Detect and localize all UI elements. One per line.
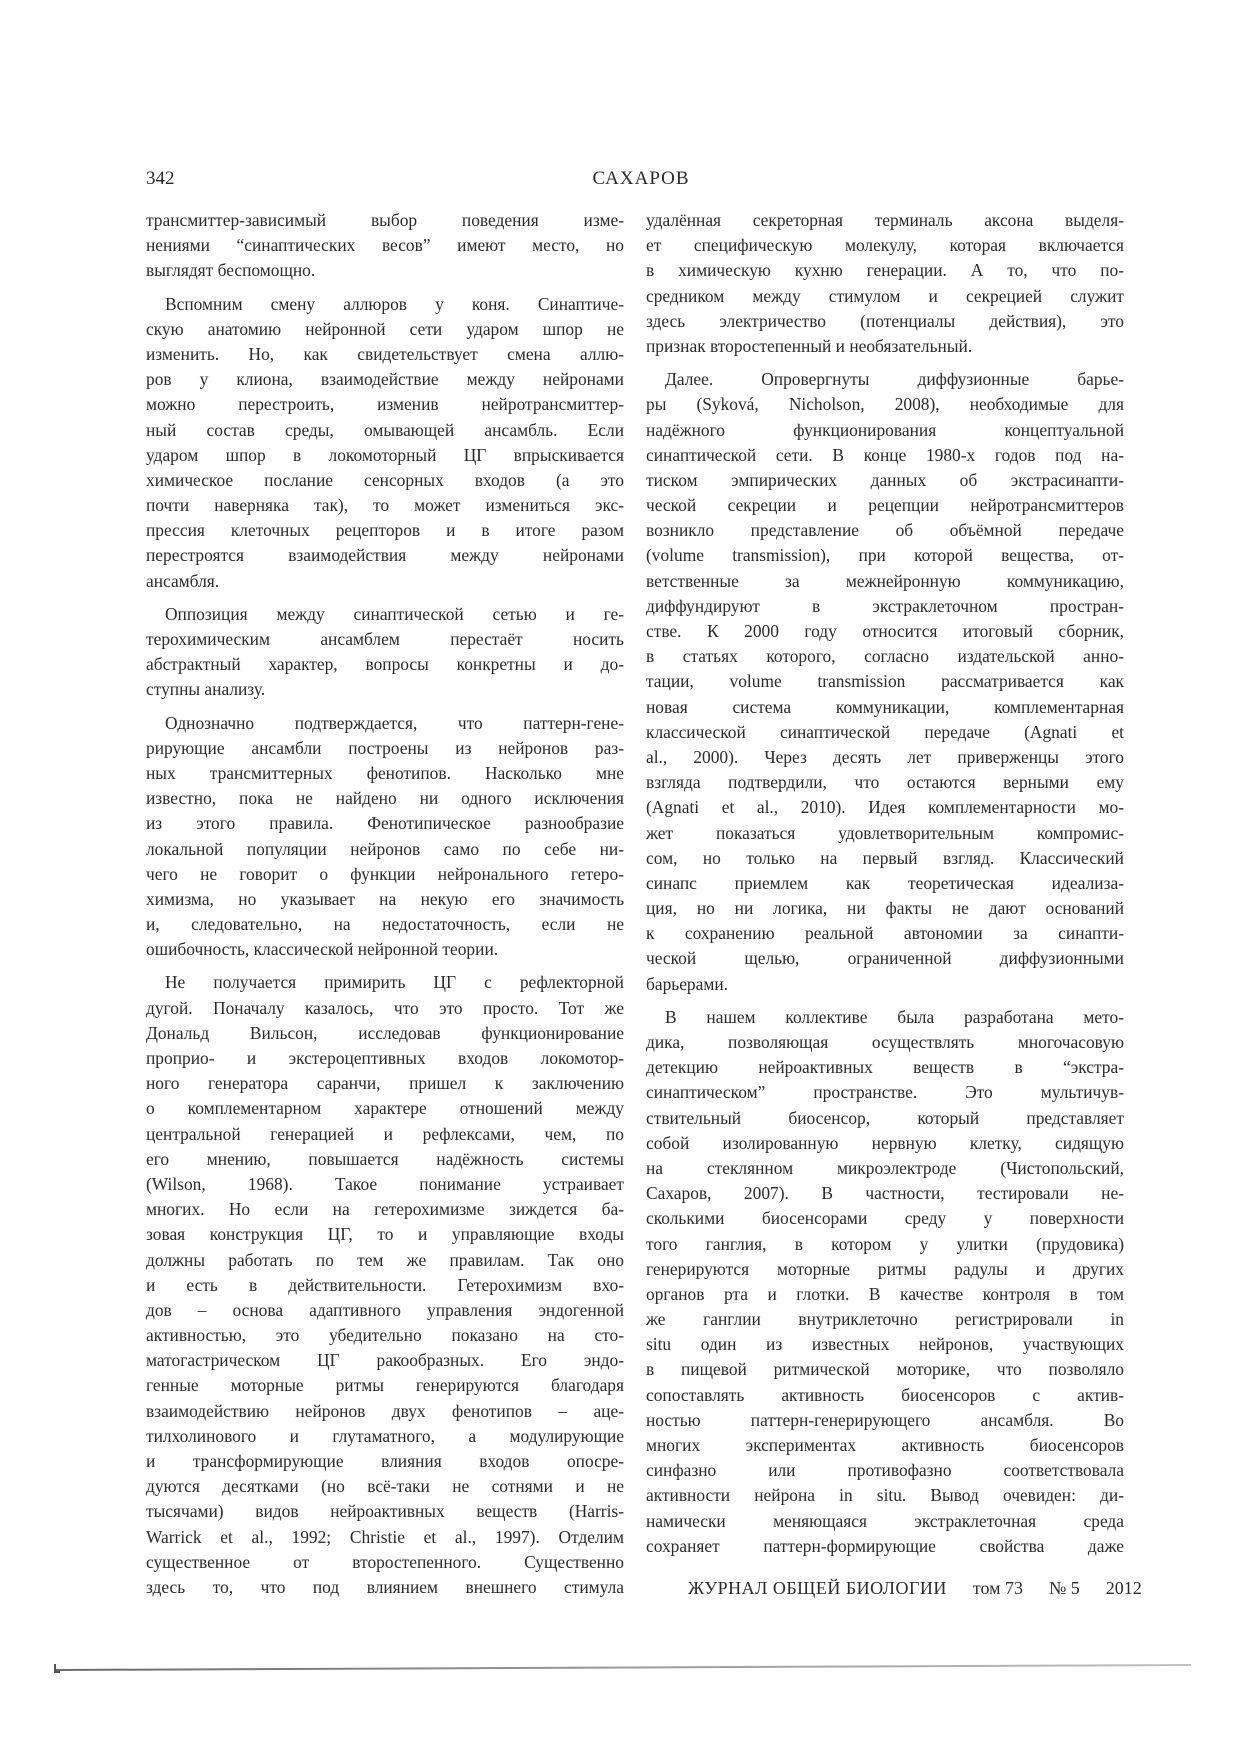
paragraph (646, 1005, 1124, 1559)
text-line: синаптическом” пространстве. Это мультичув- (646, 1082, 1124, 1103)
text-line: (Agnati et al., 2010). Идея комплементарности мо- (646, 797, 1124, 818)
paragraph (146, 602, 624, 703)
text-line: о комплементарном характере отношений между (146, 1098, 624, 1119)
text-line: al., 2000). Через десять лет приверженцы этого (646, 746, 1124, 767)
text-line: центральной генерацией и рефлексами, чем, по (146, 1123, 624, 1144)
text-line: и трансформирующие влияния входов опосре- (146, 1451, 624, 1471)
text-line: генерируются моторные ритмы радулы и других (646, 1258, 1124, 1279)
text-line: локальной популяции нейронов само по себе ни- (146, 838, 624, 859)
text-line: стве. К 2000 году относится итоговый сборник, (646, 621, 1124, 641)
text-line: ветственные за межнейронную коммуникацию, (646, 570, 1124, 591)
text-line: должны работать по тем же правилам. Так оно (146, 1249, 624, 1270)
text-line: синапс приемлем как теоретическая идеализа- (646, 872, 1124, 893)
text-line: ческой щелью, ограниченной диффузионными (646, 948, 1124, 969)
text-line: Далее. Опровергнуты диффузионные барье- (665, 369, 1124, 390)
text-line: существенное от второстепенного. Существенно (146, 1551, 624, 1572)
text-line: из этого правила. Фенотипическое разнообразие (146, 813, 624, 834)
text-line: к сохранению реальной автономии за синапти- (646, 923, 1124, 944)
text-line: прессия клеточных рецепторов и в итоге разом (146, 520, 624, 541)
text-line: абстрактный характер, вопросы конкретны и до- (146, 654, 624, 675)
text-line: химическое послание сенсорных входов (а это (146, 469, 624, 490)
text-line: того ганглия, в котором у улитки (прудовика) (646, 1233, 1124, 1254)
text-line: (Wilson, 1968). Такое понимание устраивает (146, 1173, 624, 1194)
text-line: проприо- и экстероцептивных входов локомотор- (146, 1048, 624, 1068)
text-line: ных трансмиттерных фенотипов. Насколько мне (146, 762, 624, 783)
text-line: ный состав среды, омывающей ансамбль. Если (146, 419, 624, 440)
text-line: активности нейрона in situ. Вывод очевиден: ди- (646, 1485, 1124, 1506)
text-line: тиском эмпирических данных об экстрасинапти- (646, 469, 1124, 490)
text-line: изменить. Но, как свидетельствует смена аллю- (146, 343, 624, 364)
text-line: трансмиттер-зависимый выбор поведения изме- (146, 210, 624, 230)
text-line: выглядят беспомощно. (146, 260, 316, 281)
text-line: новая система коммуникации, комплементарная (646, 696, 1124, 717)
scan-artifact-hook (54, 1664, 60, 1673)
text-line: детекцию нейроактивных веществ в “экстра- (646, 1057, 1124, 1078)
text-line: почти наверняка так), то может измениться экс- (146, 495, 624, 516)
text-line: зовая конструкция ЦГ, то и управляющие входы (146, 1224, 624, 1245)
text-line: многих. Но если на гетерохимизме зиждется ба- (146, 1199, 624, 1220)
running-head-author: САХАРОВ (592, 168, 690, 189)
text-line: сохраняет паттерн-формирующие свойства даже (646, 1535, 1124, 1556)
text-line: ствительный биосенсор, который представляет (646, 1107, 1124, 1128)
text-line: дугой. Поначалу казалось, что это просто. Тот же (146, 997, 624, 1018)
text-line: ет специфическую молекулу, которая включается (646, 235, 1124, 256)
text-line: здесь то, что под влиянием внешнего стимула (146, 1576, 624, 1597)
text-line: его мнению, повышается надёжность системы (146, 1148, 624, 1169)
text-line: ческой секреции и рецепции нейротрансмиттеров (646, 495, 1124, 516)
text-line: ностью паттерн-генерирующего ансамбля. Во (646, 1409, 1124, 1430)
journal-footer (688, 1578, 1142, 1599)
text-line: сопоставлять активность биосенсоров с актив- (646, 1384, 1124, 1405)
text-line: ансамбля. (146, 570, 220, 591)
paragraph (146, 208, 624, 284)
text-line: диффундируют в экстраклеточном простран- (646, 595, 1124, 616)
text-line: ры (Syková, Nicholson, 2008), необходимые для (646, 394, 1124, 415)
text-line: взгляда подтвердили, что остаются верными ему (646, 772, 1124, 793)
text-line: синаптической сети. В конце 1980-х годов под на- (646, 444, 1124, 465)
text-line: дуются десятками (но всё-таки не сотнями и не (146, 1476, 624, 1497)
journal-title: ЖУРНАЛ ОБЩЕЙ БИОЛОГИИ (688, 1578, 947, 1598)
text-line: ция, но ни логика, ни факты не дают оснований (646, 898, 1124, 919)
journal-issue: № 5 (1049, 1578, 1080, 1598)
text-line: Вспомним смену аллюров у коня. Синаптиче- (165, 293, 624, 314)
text-line: дика, позволяющая осуществлять многочасовую (646, 1032, 1124, 1052)
text-line: ров у клиона, взаимодействие между нейронами (146, 369, 624, 390)
text-line: собой изолированную нервную клетку, сидящую (646, 1132, 1124, 1153)
text-line: нениями “синаптических весов” имеют место, но (146, 235, 624, 256)
text-line: и, следовательно, на недостаточность, если не (146, 914, 624, 935)
text-line: сколькими биосенсорами среду у поверхности (646, 1208, 1124, 1229)
text-line: тилхолинового и глутаматного, а модулирующие (146, 1425, 624, 1446)
text-line: намически меняющаяся экстраклеточная среда (646, 1510, 1124, 1531)
text-line: матогастрическом ЦГ ракообразных. Его эндо- (146, 1350, 624, 1371)
paragraph (146, 292, 624, 594)
paragraph (146, 970, 624, 1600)
text-line: (volume transmission), при которой вещества, от- (646, 545, 1124, 566)
text-line: жет показаться удовлетворительным компромис- (646, 822, 1124, 843)
text-line: тации, volume transmission рассматривается как (646, 671, 1124, 692)
text-line: органов рта и глотки. В качестве контроля в том (646, 1283, 1124, 1304)
text-line: ударом шпор в локомоторный ЦГ впрыскивается (146, 444, 624, 465)
text-line: на стеклянном микроэлектроде (Чистопольский, (646, 1157, 1124, 1178)
text-line: в пищевой ритмической моторике, что позволяло (646, 1359, 1124, 1380)
text-line: синфазно или противофазно соответствовала (646, 1460, 1124, 1481)
journal-volume: том 73 (972, 1578, 1024, 1598)
text-line: признак второстепенный и необязательный. (646, 335, 973, 356)
text-line: возникло представление об объёмной передаче (646, 520, 1124, 541)
text-line: дов – основа адаптивного управления эндогенной (146, 1299, 624, 1320)
text-line: Сахаров, 2007). В частности, тестировали не- (646, 1183, 1124, 1204)
text-line: генные моторные ритмы генерируются благодаря (146, 1375, 624, 1396)
left-column (146, 208, 624, 1608)
text-line: классической синаптической передаче (Agnati et (646, 721, 1124, 742)
text-line: же ганглии внутриклеточно регистрировали in (646, 1309, 1124, 1330)
text-line: В нашем коллективе была разработана мето- (665, 1006, 1124, 1027)
text-line: перестроятся взаимодействия между нейронами (146, 545, 624, 566)
text-line: известно, пока не найдено ни одного исключения (146, 788, 624, 809)
text-line: в химическую кухню генерации. А то, что по- (646, 260, 1124, 281)
text-line: средником между стимулом и секрецией служит (646, 285, 1124, 306)
text-line: чего не говорит о функции нейронального гетеро- (146, 863, 624, 884)
journal-year: 2012 (1105, 1578, 1142, 1598)
right-column (646, 208, 1124, 1567)
scan-artifact-line (56, 1664, 1191, 1670)
text-line: скую анатомию нейронной сети ударом шпор не (146, 318, 624, 339)
text-line: удалённая секреторная терминаль аксона выделя- (646, 210, 1124, 230)
text-line: надёжного функционирования концептуальной (646, 419, 1124, 440)
text-line: активностью, это убедительно показано на сто- (146, 1325, 624, 1346)
text-line: терохимическим ансамблем перестаёт носить (146, 629, 624, 649)
text-line: situ один из известных нейронов, участвующих (646, 1334, 1124, 1355)
text-line: можно перестроить, изменив нейротрансмиттер- (146, 394, 624, 415)
text-line: рирующие ансамбли построены из нейронов раз- (146, 737, 624, 758)
text-line: Не получается примирить ЦГ с рефлекторной (165, 972, 624, 993)
text-line: здесь электричество (потенциалы действия), это (646, 310, 1124, 331)
text-line: ного генератора саранчи, пришел к заключению (146, 1073, 624, 1094)
text-line: тысячами) видов нейроактивных веществ (Harris- (146, 1501, 624, 1522)
text-line: барьерами. (646, 973, 728, 994)
text-line: многих экспериментах активность биосенсоров (646, 1435, 1124, 1455)
text-line: и есть в действительности. Гетерохимизм вхо- (146, 1274, 624, 1295)
page-number: 342 (146, 168, 175, 189)
text-line: взаимодействию нейронов двух фенотипов – аце- (146, 1400, 624, 1421)
text-line: ошибочность, классической нейронной теории. (146, 939, 499, 960)
text-line: в статьях которого, согласно издательской анно- (646, 646, 1124, 667)
text-line: Дональд Вильсон, исследовав функционирование (146, 1022, 624, 1043)
text-line: Однозначно подтверждается, что паттерн-гене- (165, 712, 624, 733)
paragraph (146, 711, 624, 963)
paragraph (646, 208, 1124, 359)
text-line: ступны анализу. (146, 679, 266, 700)
text-line: химизма, но указывает на некую его значимость (146, 888, 624, 909)
paragraph (646, 367, 1124, 997)
text-line: Оппозиция между синаптической сетью и ге- (165, 603, 624, 624)
text-line: сом, но только на первый взгляд. Классический (646, 847, 1124, 868)
text-line: Warrick et al., 1992; Christie et al., 1997). Отделим (146, 1526, 624, 1547)
